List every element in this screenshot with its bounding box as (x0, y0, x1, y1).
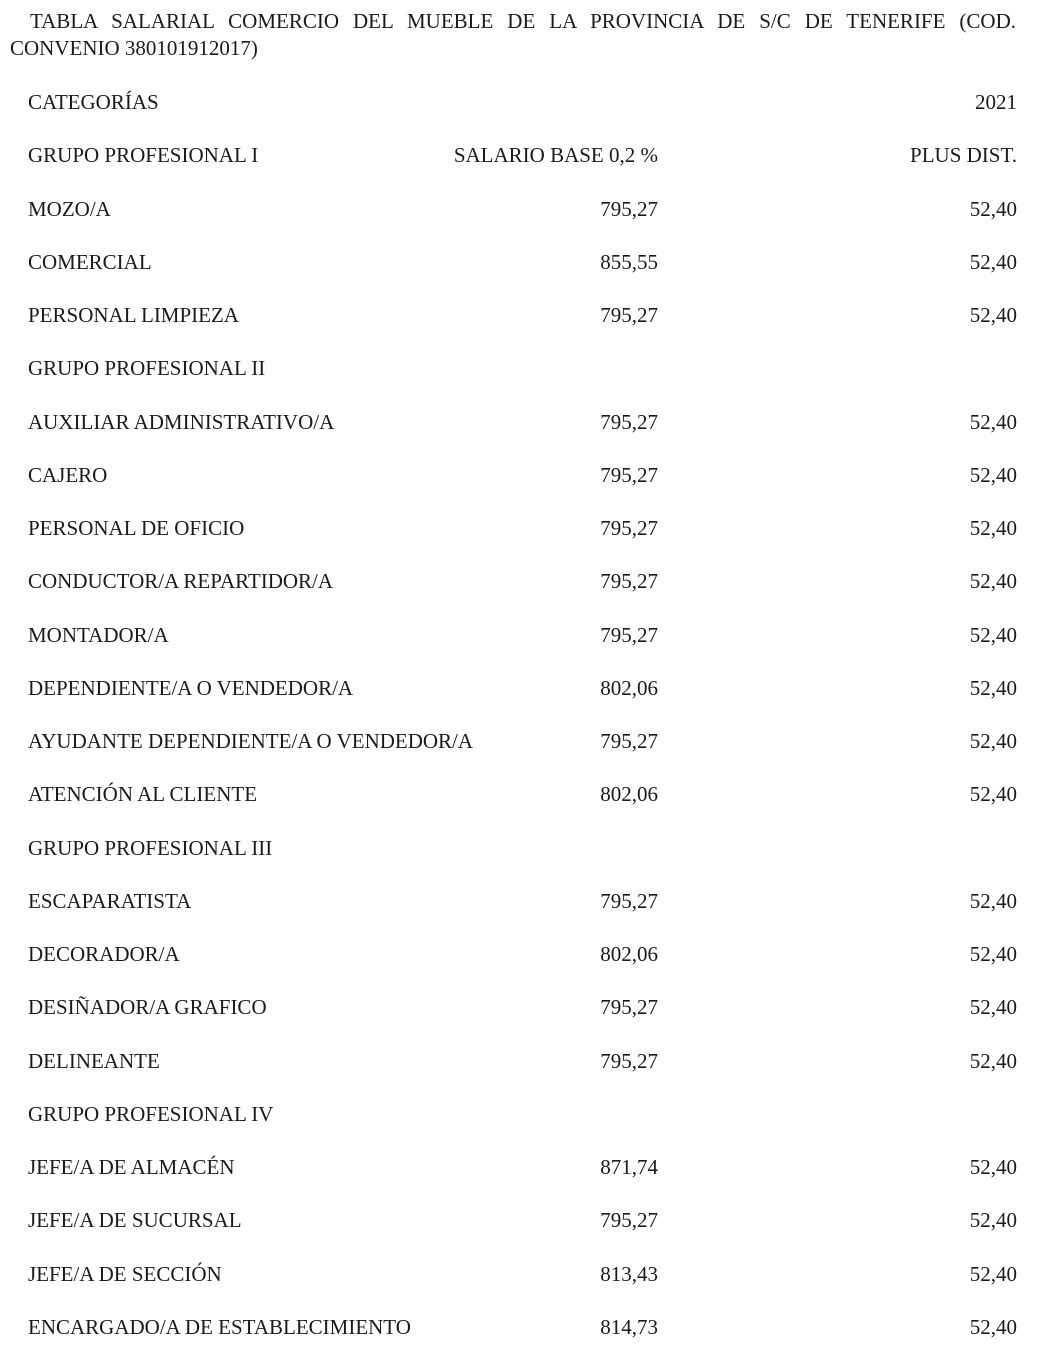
category-cell: MOZO/A (28, 196, 111, 221)
table-row (28, 609, 1017, 662)
salario-base-cell: 802,06 (600, 942, 658, 966)
plus-dist-cell: 52,40 (969, 729, 1017, 753)
year-header: 2021 (975, 90, 1017, 114)
category-cell: ENCARGADO/A DE ESTABLECIMIENTO (28, 1314, 411, 1339)
table-row (28, 875, 1017, 928)
category-cell: JEFE/A DE ALMACÉN (28, 1155, 235, 1179)
salario-base-cell: 802,06 (600, 675, 658, 700)
category-cell: DECORADOR/A (28, 942, 180, 966)
plus-dist-cell: 52,40 (969, 1261, 1017, 1286)
plus-dist-cell: 52,40 (969, 995, 1017, 1020)
group-header-row (28, 129, 1017, 182)
category-cell: PERSONAL LIMPIEZA (28, 303, 239, 327)
salario-base-cell: 871,74 (600, 1155, 658, 1179)
table-row (28, 1248, 1017, 1301)
salario-base-cell: 795,27 (600, 462, 658, 487)
salario-base-cell: 795,27 (600, 569, 658, 594)
table-row (28, 1194, 1017, 1247)
table-row (28, 396, 1017, 449)
table-header-row (28, 76, 1017, 129)
plus-dist-cell: 52,40 (969, 569, 1017, 594)
salario-base-cell: 795,27 (600, 1048, 658, 1073)
plus-dist-cell: 52,40 (969, 1314, 1017, 1339)
group-header-row (28, 822, 1017, 875)
plus-dist-cell: 52,40 (969, 888, 1017, 913)
salario-base-cell: 795,27 (600, 1208, 658, 1233)
plus-dist-cell: 52,40 (969, 1208, 1017, 1233)
table-row (28, 555, 1017, 608)
table-row (28, 662, 1017, 715)
plus-dist-cell: 52,40 (969, 782, 1017, 807)
category-cell: AYUDANTE DEPENDIENTE/A O VENDEDOR/A (28, 729, 474, 753)
plus-dist-cell: 52,40 (969, 303, 1017, 327)
salario-base-cell: 795,27 (600, 303, 658, 327)
category-cell: COMERCIAL (28, 249, 152, 274)
table-row (28, 981, 1017, 1034)
plus-dist-cell: 52,40 (969, 516, 1017, 540)
table-row (28, 1301, 1017, 1354)
categories-header: CATEGORÍAS (28, 90, 159, 114)
plus-dist-cell: 52,40 (969, 675, 1017, 700)
plus-dist-cell: 52,40 (969, 196, 1017, 221)
category-cell: ATENCIÓN AL CLIENTE (28, 782, 258, 807)
plus-dist-cell: 52,40 (969, 942, 1017, 966)
salario-base-cell: 795,27 (600, 729, 658, 753)
salario-base-cell: 795,27 (600, 516, 658, 540)
table-row (28, 502, 1017, 555)
salario-base-cell: 795,27 (600, 409, 658, 434)
category-cell: DEPENDIENTE/A O VENDEDOR/A (28, 675, 354, 700)
category-cell: CONDUCTOR/A REPARTIDOR/A (28, 569, 334, 594)
document-title: TABLA SALARIAL COMERCIO DEL MUEBLE DE LA PROVINCIA DE S/C DE TENERIFE (COD. CONVENIO 380101912017) (10, 9, 1016, 60)
category-cell: JEFE/A DE SUCURSAL (28, 1208, 242, 1233)
table-row (28, 289, 1017, 342)
plus-dist-cell: 52,40 (969, 1155, 1017, 1179)
group-name: GRUPO PROFESIONAL IV (28, 1101, 274, 1126)
salario-base-column-header: SALARIO BASE 0,2 % (453, 143, 658, 168)
plus-dist-cell: 52,40 (969, 249, 1017, 274)
salario-base-cell: 813,43 (600, 1261, 658, 1286)
plus-dist-column-header: PLUS DIST. (910, 143, 1017, 168)
group-header-row (28, 1088, 1017, 1141)
category-cell: MONTADOR/A (28, 622, 169, 647)
table-row (28, 715, 1017, 768)
plus-dist-cell: 52,40 (969, 1048, 1017, 1073)
table-row (28, 1141, 1017, 1194)
salario-base-cell: 795,27 (600, 196, 658, 221)
salary-table (28, 76, 1017, 1354)
category-cell: AUXILIAR ADMINISTRATIVO/A (28, 409, 335, 434)
group-header-row (28, 342, 1017, 395)
group-name: GRUPO PROFESIONAL II (28, 356, 266, 381)
group-name: GRUPO PROFESIONAL III (28, 835, 273, 860)
table-row (28, 1035, 1017, 1088)
salario-base-cell: 855,55 (600, 249, 658, 274)
salario-base-cell: 795,27 (600, 622, 658, 647)
group-name: GRUPO PROFESIONAL I (28, 143, 259, 168)
salario-base-cell: 795,27 (600, 995, 658, 1020)
plus-dist-cell: 52,40 (969, 409, 1017, 434)
category-cell: PERSONAL DE OFICIO (28, 516, 245, 540)
table-row (28, 236, 1017, 289)
category-cell: ESCAPARATISTA (28, 888, 192, 913)
category-cell: JEFE/A DE SECCIÓN (28, 1261, 222, 1286)
table-row (28, 768, 1017, 821)
table-row (28, 449, 1017, 502)
category-cell: DESIÑADOR/A GRAFICO (28, 995, 267, 1020)
table-row (28, 183, 1017, 236)
plus-dist-cell: 52,40 (969, 462, 1017, 487)
category-cell: DELINEANTE (28, 1048, 160, 1073)
salario-base-cell: 795,27 (600, 888, 658, 913)
plus-dist-cell: 52,40 (969, 622, 1017, 647)
category-cell: CAJERO (28, 462, 108, 487)
salario-base-cell: 814,73 (600, 1314, 658, 1339)
table-row (28, 928, 1017, 981)
salario-base-cell: 802,06 (600, 782, 658, 807)
